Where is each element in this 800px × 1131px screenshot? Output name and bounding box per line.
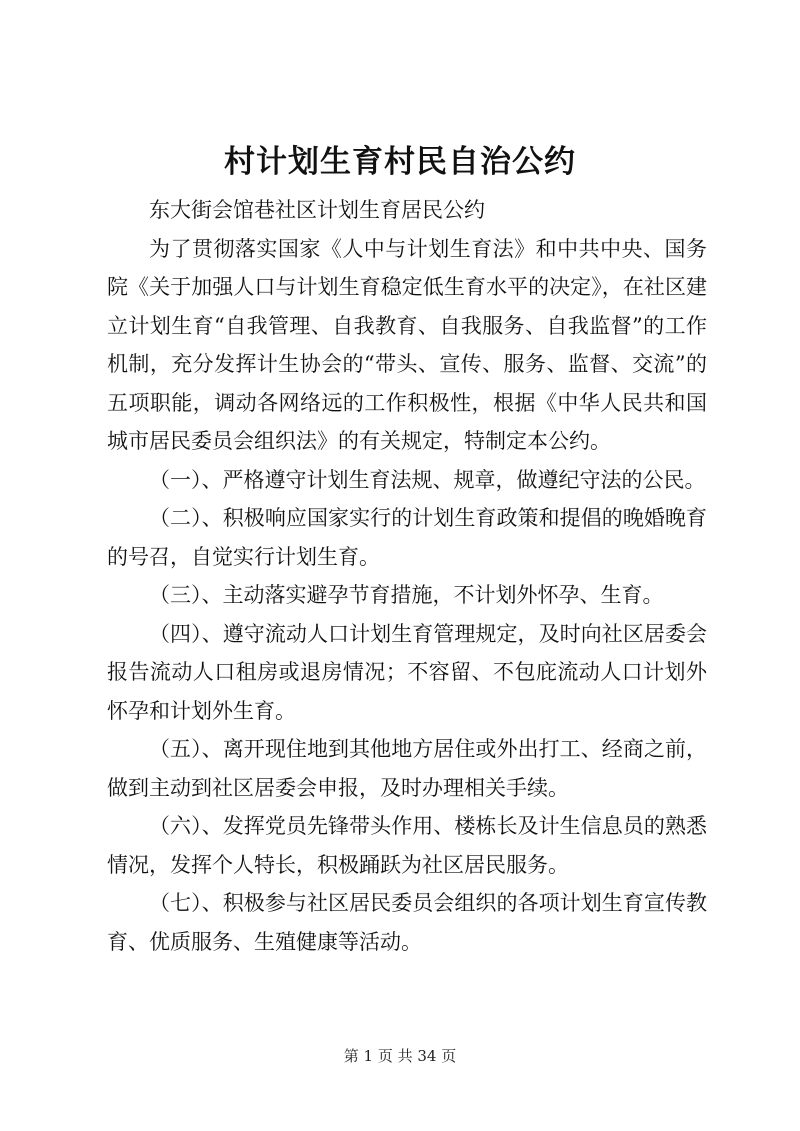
article-4-paragraph: （四）、遵守流动人口计划生育管理规定，及时向社区居委会报告流动人口租房或退房情况；不容留、不包庇流动人口计划外怀孕和计划外生育。 bbox=[107, 621, 707, 723]
page-number-footer: 第 1 页 共 34 页 bbox=[343, 1047, 457, 1065]
article-2-paragraph: （二）、积极响应国家实行的计划生育政策和提倡的晚婚晚育的号召，自觉实行计划生育。 bbox=[107, 506, 707, 569]
subtitle-paragraph: 东大街会馆巷社区计划生育居民公约 bbox=[149, 198, 485, 222]
article-3-paragraph: （三）、主动落实避孕节育措施，不计划外怀孕、生育。 bbox=[149, 583, 664, 607]
preamble-paragraph: 为了贯彻落实国家《人中与计划生育法》和中共中央、国务院《关于加强人口与计划生育稳定低生育水平的决定》，在社区建立计划生育“自我管理、自我教育、自我服务、自我监督”的工作机制，充分发挥计生协会的“带头、宣传、服务、监督、交流”的五项职能，调动各网络远的工作积极性，根据《中华人民共和国城市居民委员会组织法》的有关规定，特制定本公约。 bbox=[107, 236, 707, 453]
article-7-paragraph: （七）、积极参与社区居民委员会组织的各项计划生育宣传教育、优质服务、生殖健康等活动。 bbox=[107, 891, 707, 954]
article-6-paragraph: （六）、发挥党员先锋带头作用、楼栋长及计生信息员的熟悉情况，发挥个人特长，积极踊跃为社区居民服务。 bbox=[107, 814, 707, 877]
article-5-paragraph: （五）、离开现住地到其他地方居住或外出打工、经商之前，做到主动到社区居委会申报，及时办理相关手续。 bbox=[107, 737, 707, 800]
article-1-paragraph: （一）、严格遵守计划生育法规、规章，做遵纪守法的公民。 bbox=[149, 467, 706, 492]
document-body bbox=[107, 191, 707, 961]
document-title: 村计划生育村民自治公约 bbox=[224, 144, 576, 180]
